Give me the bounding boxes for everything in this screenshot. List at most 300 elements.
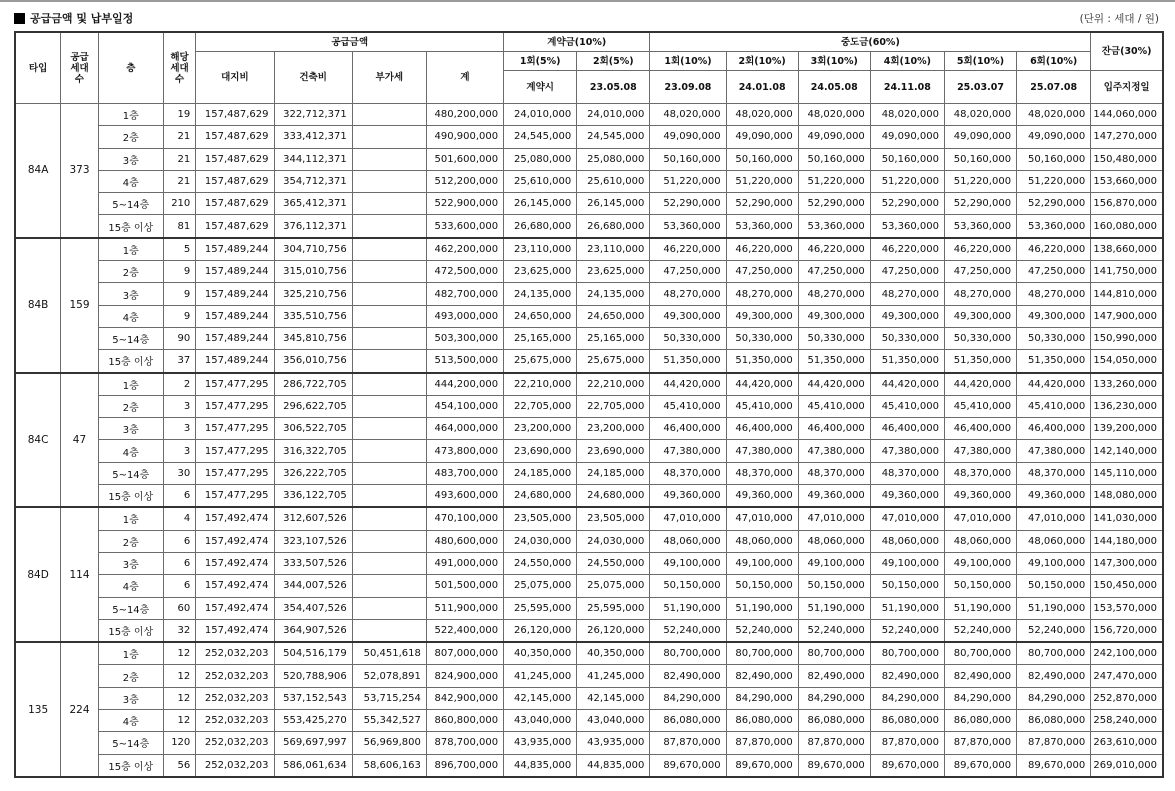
floor-cell: 1층	[98, 238, 163, 261]
header-contract-1-date: 계약시	[504, 71, 577, 104]
middle-3-cell: 86,080,000	[798, 710, 870, 732]
middle-1-cell: 49,090,000	[650, 126, 726, 148]
middle-3-cell: 51,350,000	[798, 350, 870, 373]
middle-1-cell: 86,080,000	[650, 710, 726, 732]
balance-cell: 242,100,000	[1091, 642, 1163, 665]
balance-cell: 147,900,000	[1091, 305, 1163, 327]
middle-6-cell: 47,380,000	[1017, 440, 1091, 462]
contract-1-cell: 25,675,000	[504, 350, 577, 373]
top-rule	[0, 0, 1175, 2]
middle-3-cell: 52,290,000	[798, 193, 870, 215]
middle-1-cell: 48,270,000	[650, 283, 726, 305]
total-cell: 444,200,000	[426, 373, 503, 396]
supply-units-cell: 159	[61, 238, 99, 373]
contract-2-cell: 24,550,000	[577, 552, 650, 574]
table-row	[15, 552, 1163, 574]
building-cost-cell: 586,061,634	[274, 754, 352, 777]
middle-1-cell: 49,360,000	[650, 485, 726, 508]
middle-5-cell: 48,020,000	[944, 104, 1016, 126]
floor-cell: 15층 이상	[98, 350, 163, 373]
vat-cell	[352, 619, 426, 642]
contract-2-cell: 22,705,000	[577, 395, 650, 417]
middle-2-cell: 50,150,000	[726, 575, 798, 597]
header-total: 계	[426, 52, 503, 104]
vat-cell	[352, 148, 426, 170]
middle-4-cell: 51,350,000	[870, 350, 944, 373]
balance-cell: 142,140,000	[1091, 440, 1163, 462]
middle-5-cell: 51,220,000	[944, 170, 1016, 192]
table-row	[15, 283, 1163, 305]
header-contract-2: 2회(5%)	[577, 52, 650, 71]
total-cell: 522,400,000	[426, 619, 503, 642]
unit-note: (단위 : 세대 / 원)	[1079, 13, 1159, 25]
eligible-units-cell: 2	[163, 373, 196, 396]
table-row	[15, 710, 1163, 732]
building-cost-cell: 336,122,705	[274, 485, 352, 508]
middle-3-cell: 84,290,000	[798, 687, 870, 709]
vat-cell	[352, 350, 426, 373]
eligible-units-cell: 90	[163, 327, 196, 349]
type-cell: 84A	[15, 104, 61, 238]
building-cost-cell: 316,322,705	[274, 440, 352, 462]
contract-1-cell: 25,610,000	[504, 170, 577, 192]
header-middle-5: 5회(10%)	[944, 52, 1016, 71]
header-supply-units: 공급 세대 수	[61, 32, 99, 104]
middle-2-cell: 46,220,000	[726, 238, 798, 261]
floor-cell: 15층 이상	[98, 619, 163, 642]
middle-6-cell: 49,090,000	[1017, 126, 1091, 148]
middle-4-cell: 80,700,000	[870, 642, 944, 665]
middle-6-cell: 52,290,000	[1017, 193, 1091, 215]
eligible-units-cell: 60	[163, 597, 196, 619]
floor-cell: 3층	[98, 283, 163, 305]
vat-cell	[352, 104, 426, 126]
contract-2-cell: 25,595,000	[577, 597, 650, 619]
land-cost-cell: 157,492,474	[196, 597, 274, 619]
contract-2-cell: 44,835,000	[577, 754, 650, 777]
middle-1-cell: 80,700,000	[650, 642, 726, 665]
balance-cell: 138,660,000	[1091, 238, 1163, 261]
floor-cell: 5~14층	[98, 462, 163, 484]
total-cell: 501,500,000	[426, 575, 503, 597]
total-cell: 807,000,000	[426, 642, 503, 665]
middle-4-cell: 86,080,000	[870, 710, 944, 732]
middle-6-cell: 49,300,000	[1017, 305, 1091, 327]
total-cell: 454,100,000	[426, 395, 503, 417]
total-cell: 472,500,000	[426, 261, 503, 283]
contract-1-cell: 25,080,000	[504, 148, 577, 170]
middle-1-cell: 46,220,000	[650, 238, 726, 261]
middle-1-cell: 47,250,000	[650, 261, 726, 283]
middle-1-cell: 50,330,000	[650, 327, 726, 349]
land-cost-cell: 157,492,474	[196, 575, 274, 597]
floor-cell: 1층	[98, 507, 163, 530]
floor-cell: 1층	[98, 373, 163, 396]
vat-cell	[352, 305, 426, 327]
middle-2-cell: 51,220,000	[726, 170, 798, 192]
vat-cell: 58,606,163	[352, 754, 426, 777]
eligible-units-cell: 210	[163, 193, 196, 215]
header-contract-2-date: 23.05.08	[577, 71, 650, 104]
table-row	[15, 619, 1163, 642]
table-row	[15, 418, 1163, 440]
eligible-units-cell: 56	[163, 754, 196, 777]
eligible-units-cell: 81	[163, 215, 196, 238]
building-cost-cell: 323,107,526	[274, 530, 352, 552]
middle-2-cell: 49,360,000	[726, 485, 798, 508]
middle-6-cell: 51,350,000	[1017, 350, 1091, 373]
total-cell: 513,500,000	[426, 350, 503, 373]
middle-1-cell: 89,670,000	[650, 754, 726, 777]
eligible-units-cell: 21	[163, 148, 196, 170]
middle-3-cell: 51,220,000	[798, 170, 870, 192]
middle-2-cell: 47,380,000	[726, 440, 798, 462]
building-cost-cell: 333,412,371	[274, 126, 352, 148]
table-row	[15, 732, 1163, 754]
contract-2-cell: 23,690,000	[577, 440, 650, 462]
contract-2-cell: 42,145,000	[577, 687, 650, 709]
floor-cell: 2층	[98, 261, 163, 283]
total-cell: 482,700,000	[426, 283, 503, 305]
contract-2-cell: 23,200,000	[577, 418, 650, 440]
contract-1-cell: 22,705,000	[504, 395, 577, 417]
floor-cell: 4층	[98, 710, 163, 732]
contract-2-cell: 43,040,000	[577, 710, 650, 732]
contract-1-cell: 24,135,000	[504, 283, 577, 305]
land-cost-cell: 252,032,203	[196, 665, 274, 687]
middle-6-cell: 50,330,000	[1017, 327, 1091, 349]
middle-6-cell: 45,410,000	[1017, 395, 1091, 417]
middle-4-cell: 48,270,000	[870, 283, 944, 305]
total-cell: 511,900,000	[426, 597, 503, 619]
middle-3-cell: 80,700,000	[798, 642, 870, 665]
building-cost-cell: 365,412,371	[274, 193, 352, 215]
middle-5-cell: 49,090,000	[944, 126, 1016, 148]
middle-3-cell: 89,670,000	[798, 754, 870, 777]
floor-cell: 5~14층	[98, 732, 163, 754]
middle-1-cell: 50,160,000	[650, 148, 726, 170]
eligible-units-cell: 21	[163, 126, 196, 148]
header-middle-3: 3회(10%)	[798, 52, 870, 71]
balance-cell: 147,270,000	[1091, 126, 1163, 148]
land-cost-cell: 157,492,474	[196, 507, 274, 530]
building-cost-cell: 333,507,526	[274, 552, 352, 574]
type-cell: 84B	[15, 238, 61, 373]
middle-1-cell: 46,400,000	[650, 418, 726, 440]
eligible-units-cell: 9	[163, 283, 196, 305]
middle-2-cell: 53,360,000	[726, 215, 798, 238]
middle-5-cell: 48,270,000	[944, 283, 1016, 305]
land-cost-cell: 252,032,203	[196, 754, 274, 777]
building-cost-cell: 326,222,705	[274, 462, 352, 484]
total-cell: 522,900,000	[426, 193, 503, 215]
table-row	[15, 126, 1163, 148]
middle-5-cell: 47,010,000	[944, 507, 1016, 530]
building-cost-cell: 286,722,705	[274, 373, 352, 396]
land-cost-cell: 157,487,629	[196, 148, 274, 170]
supply-units-cell: 373	[61, 104, 99, 238]
page-title	[14, 10, 133, 26]
contract-1-cell: 24,185,000	[504, 462, 577, 484]
eligible-units-cell: 9	[163, 261, 196, 283]
building-cost-cell: 504,516,179	[274, 642, 352, 665]
floor-cell: 5~14층	[98, 597, 163, 619]
eligible-units-cell: 19	[163, 104, 196, 126]
middle-3-cell: 45,410,000	[798, 395, 870, 417]
vat-cell	[352, 418, 426, 440]
middle-3-cell: 48,270,000	[798, 283, 870, 305]
middle-5-cell: 86,080,000	[944, 710, 1016, 732]
middle-4-cell: 52,240,000	[870, 619, 944, 642]
middle-5-cell: 53,360,000	[944, 215, 1016, 238]
middle-3-cell: 48,020,000	[798, 104, 870, 126]
land-cost-cell: 157,489,244	[196, 305, 274, 327]
middle-3-cell: 53,360,000	[798, 215, 870, 238]
contract-1-cell: 26,145,000	[504, 193, 577, 215]
vat-cell	[352, 373, 426, 396]
floor-cell: 3층	[98, 687, 163, 709]
header-middle-6: 6회(10%)	[1017, 52, 1091, 71]
table-row	[15, 485, 1163, 508]
balance-cell: 154,050,000	[1091, 350, 1163, 373]
total-cell: 462,200,000	[426, 238, 503, 261]
middle-1-cell: 87,870,000	[650, 732, 726, 754]
balance-cell: 156,870,000	[1091, 193, 1163, 215]
middle-5-cell: 84,290,000	[944, 687, 1016, 709]
middle-3-cell: 50,160,000	[798, 148, 870, 170]
header-supply-amount: 공급금액	[196, 32, 504, 52]
eligible-units-cell: 12	[163, 710, 196, 732]
middle-1-cell: 49,100,000	[650, 552, 726, 574]
land-cost-cell: 157,477,295	[196, 440, 274, 462]
header-vat: 부가세	[352, 52, 426, 104]
middle-6-cell: 48,020,000	[1017, 104, 1091, 126]
table-row	[15, 597, 1163, 619]
table-row	[15, 642, 1163, 665]
middle-4-cell: 46,400,000	[870, 418, 944, 440]
middle-6-cell: 49,360,000	[1017, 485, 1091, 508]
contract-2-cell: 25,080,000	[577, 148, 650, 170]
floor-cell: 15층 이상	[98, 754, 163, 777]
land-cost-cell: 252,032,203	[196, 710, 274, 732]
building-cost-cell: 537,152,543	[274, 687, 352, 709]
middle-4-cell: 49,300,000	[870, 305, 944, 327]
total-cell: 490,900,000	[426, 126, 503, 148]
table-row	[15, 104, 1163, 126]
middle-2-cell: 87,870,000	[726, 732, 798, 754]
balance-cell: 252,870,000	[1091, 687, 1163, 709]
building-cost-cell: 569,697,997	[274, 732, 352, 754]
middle-2-cell: 50,330,000	[726, 327, 798, 349]
contract-2-cell: 23,110,000	[577, 238, 650, 261]
contract-1-cell: 23,200,000	[504, 418, 577, 440]
middle-1-cell: 48,020,000	[650, 104, 726, 126]
middle-2-cell: 44,420,000	[726, 373, 798, 396]
middle-2-cell: 48,060,000	[726, 530, 798, 552]
middle-4-cell: 84,290,000	[870, 687, 944, 709]
eligible-units-cell: 120	[163, 732, 196, 754]
contract-2-cell: 24,545,000	[577, 126, 650, 148]
middle-2-cell: 82,490,000	[726, 665, 798, 687]
middle-1-cell: 82,490,000	[650, 665, 726, 687]
middle-5-cell: 50,330,000	[944, 327, 1016, 349]
middle-1-cell: 47,380,000	[650, 440, 726, 462]
supply-units-cell: 47	[61, 373, 99, 508]
middle-6-cell: 51,220,000	[1017, 170, 1091, 192]
land-cost-cell: 157,489,244	[196, 283, 274, 305]
contract-2-cell: 25,675,000	[577, 350, 650, 373]
building-cost-cell: 306,522,705	[274, 418, 352, 440]
total-cell: 878,700,000	[426, 732, 503, 754]
floor-cell: 1층	[98, 642, 163, 665]
table-body	[15, 104, 1163, 777]
eligible-units-cell: 37	[163, 350, 196, 373]
middle-2-cell: 49,090,000	[726, 126, 798, 148]
middle-2-cell: 48,370,000	[726, 462, 798, 484]
table-row	[15, 327, 1163, 349]
contract-2-cell: 25,610,000	[577, 170, 650, 192]
table-row	[15, 754, 1163, 777]
middle-5-cell: 49,300,000	[944, 305, 1016, 327]
vat-cell	[352, 462, 426, 484]
middle-5-cell: 44,420,000	[944, 373, 1016, 396]
eligible-units-cell: 12	[163, 665, 196, 687]
vat-cell: 56,969,800	[352, 732, 426, 754]
balance-cell: 153,660,000	[1091, 170, 1163, 192]
building-cost-cell: 335,510,756	[274, 305, 352, 327]
balance-cell: 144,810,000	[1091, 283, 1163, 305]
balance-cell: 156,720,000	[1091, 619, 1163, 642]
contract-1-cell: 26,120,000	[504, 619, 577, 642]
vat-cell	[352, 530, 426, 552]
header-eligible-units: 해당 세대 수	[163, 32, 196, 104]
supply-units-cell: 224	[61, 642, 99, 777]
middle-4-cell: 50,330,000	[870, 327, 944, 349]
supply-units-cell: 114	[61, 507, 99, 642]
land-cost-cell: 157,477,295	[196, 485, 274, 508]
middle-6-cell: 89,670,000	[1017, 754, 1091, 777]
middle-4-cell: 47,250,000	[870, 261, 944, 283]
total-cell: 473,800,000	[426, 440, 503, 462]
building-cost-cell: 296,622,705	[274, 395, 352, 417]
middle-3-cell: 48,370,000	[798, 462, 870, 484]
type-cell: 84D	[15, 507, 61, 642]
middle-6-cell: 48,060,000	[1017, 530, 1091, 552]
land-cost-cell: 157,487,629	[196, 126, 274, 148]
vat-cell	[352, 507, 426, 530]
vat-cell	[352, 261, 426, 283]
middle-6-cell: 82,490,000	[1017, 665, 1091, 687]
middle-3-cell: 50,150,000	[798, 575, 870, 597]
middle-5-cell: 52,290,000	[944, 193, 1016, 215]
middle-2-cell: 51,190,000	[726, 597, 798, 619]
eligible-units-cell: 4	[163, 507, 196, 530]
eligible-units-cell: 6	[163, 530, 196, 552]
total-cell: 896,700,000	[426, 754, 503, 777]
balance-cell: 258,240,000	[1091, 710, 1163, 732]
middle-4-cell: 89,670,000	[870, 754, 944, 777]
total-cell: 512,200,000	[426, 170, 503, 192]
floor-cell: 4층	[98, 305, 163, 327]
contract-1-cell: 40,350,000	[504, 642, 577, 665]
middle-3-cell: 47,250,000	[798, 261, 870, 283]
middle-2-cell: 49,100,000	[726, 552, 798, 574]
table-row	[15, 148, 1163, 170]
middle-5-cell: 47,380,000	[944, 440, 1016, 462]
land-cost-cell: 157,477,295	[196, 373, 274, 396]
table-row	[15, 665, 1163, 687]
middle-5-cell: 46,220,000	[944, 238, 1016, 261]
header-building: 건축비	[274, 52, 352, 104]
contract-2-cell: 26,120,000	[577, 619, 650, 642]
land-cost-cell: 157,492,474	[196, 530, 274, 552]
header-middle-3-date: 24.05.08	[798, 71, 870, 104]
contract-1-cell: 24,030,000	[504, 530, 577, 552]
middle-1-cell: 44,420,000	[650, 373, 726, 396]
total-cell: 493,600,000	[426, 485, 503, 508]
contract-1-cell: 25,075,000	[504, 575, 577, 597]
contract-1-cell: 25,165,000	[504, 327, 577, 349]
vat-cell	[352, 485, 426, 508]
middle-6-cell: 48,370,000	[1017, 462, 1091, 484]
contract-2-cell: 23,625,000	[577, 261, 650, 283]
middle-4-cell: 50,150,000	[870, 575, 944, 597]
middle-4-cell: 46,220,000	[870, 238, 944, 261]
vat-cell	[352, 215, 426, 238]
floor-cell: 5~14층	[98, 327, 163, 349]
header-middle-1-date: 23.09.08	[650, 71, 726, 104]
middle-1-cell: 52,240,000	[650, 619, 726, 642]
contract-1-cell: 43,935,000	[504, 732, 577, 754]
middle-1-cell: 51,220,000	[650, 170, 726, 192]
total-cell: 480,200,000	[426, 104, 503, 126]
contract-1-cell: 41,245,000	[504, 665, 577, 687]
total-cell: 533,600,000	[426, 215, 503, 238]
land-cost-cell: 157,492,474	[196, 552, 274, 574]
building-cost-cell: 344,112,371	[274, 148, 352, 170]
header-middle-6-date: 25.07.08	[1017, 71, 1091, 104]
eligible-units-cell: 30	[163, 462, 196, 484]
contract-2-cell: 22,210,000	[577, 373, 650, 396]
total-cell: 503,300,000	[426, 327, 503, 349]
middle-4-cell: 49,100,000	[870, 552, 944, 574]
middle-1-cell: 50,150,000	[650, 575, 726, 597]
middle-5-cell: 47,250,000	[944, 261, 1016, 283]
balance-cell: 160,080,000	[1091, 215, 1163, 238]
vat-cell: 53,715,254	[352, 687, 426, 709]
middle-3-cell: 49,090,000	[798, 126, 870, 148]
eligible-units-cell: 3	[163, 395, 196, 417]
total-cell: 824,900,000	[426, 665, 503, 687]
middle-2-cell: 80,700,000	[726, 642, 798, 665]
middle-6-cell: 50,150,000	[1017, 575, 1091, 597]
contract-2-cell: 41,245,000	[577, 665, 650, 687]
contract-1-cell: 22,210,000	[504, 373, 577, 396]
middle-2-cell: 46,400,000	[726, 418, 798, 440]
middle-1-cell: 51,350,000	[650, 350, 726, 373]
building-cost-cell: 553,425,270	[274, 710, 352, 732]
contract-2-cell: 24,185,000	[577, 462, 650, 484]
balance-cell: 150,480,000	[1091, 148, 1163, 170]
vat-cell	[352, 238, 426, 261]
middle-2-cell: 52,240,000	[726, 619, 798, 642]
middle-3-cell: 46,400,000	[798, 418, 870, 440]
middle-1-cell: 52,290,000	[650, 193, 726, 215]
floor-cell: 2층	[98, 530, 163, 552]
middle-4-cell: 45,410,000	[870, 395, 944, 417]
table-row	[15, 170, 1163, 192]
floor-cell: 3층	[98, 418, 163, 440]
